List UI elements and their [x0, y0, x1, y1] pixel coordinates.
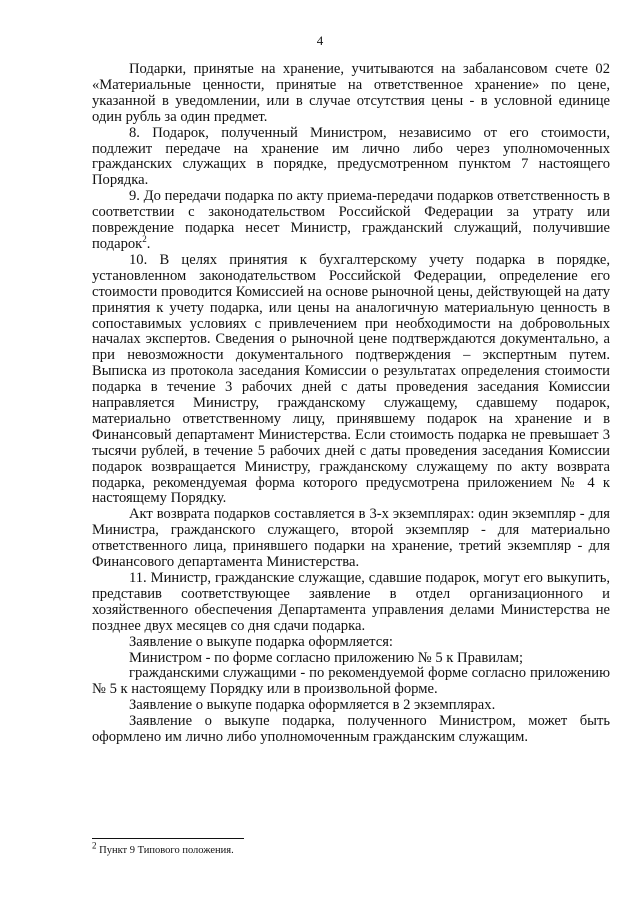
footnote: [92, 840, 234, 857]
document-body: [92, 62, 610, 746]
paragraph-9-text: 9. До передачи подарка по акту приема-передачи подарков ответственность в соответствии с законодательством Российской Федерации за утрату или повреждение подарка несет Министр, гражданский служащий, получившие подарок: [92, 188, 610, 252]
paragraph-9: [92, 189, 610, 253]
footnote-divider: [92, 838, 244, 839]
paragraph-return-act: Акт возврата подарков составляется в 3-х экземплярах: один экземпляр - для Министра, гражданского служащего, второй экземпляр - для материально ответственного лица, принявшего подарки на хранение, третий экземпляр - для Финансового департамента Министерства.: [92, 506, 610, 571]
paragraph-8: 8. Подарок, полученный Министром, независимо от его стоимости, подлежит передаче на хранение им лично либо через уполномоченных гражданских служащих в порядке, предусмотренном пунктом 7 настоящего Порядка.: [92, 124, 610, 189]
paragraph-gifts-accounting: Подарки, принятые на хранение, учитываются на забалансовом счете 02 «Материальные ценности, принятые на ответственное хранение» по цене, указанной в уведомлении, или в случае отсутствия цены - в условной единице один рубль за один предмет.: [92, 61, 610, 125]
paragraph-11: 11. Министр, гражданские служащие, сдавшие подарок, могут его выкупить, представив соответствующее заявление в отдел организационного и хозяйственного обеспечения Департамента управления делами Министерства не позднее двух месяцев со дня сдачи подарка.: [92, 570, 610, 634]
footnote-marker: 2: [92, 840, 97, 851]
paragraph-10: 10. В целях принятия к бухгалтерскому учету подарка в порядке, установленном законодательством Российской Федерации, определение его стоимости проводится Комиссией на основе рыночной цены, действующей на дату принятия к учету подарка, или цены на аналогичную материальную ценность в сопоставимых условиях с привлечением при необходимости на добровольных началах экспертов. Сведения о рыночной цене подтверждаются документально, а при невозможности документального подтверждения – экспертным путем. Выписка из протокола заседания Комиссии о результатах определения стоимости подарка в течение 3 рабочих дней с даты проведения заседания Комиссии направляется Министру, гражданскому служащему, сдавшему подарок, материально ответственному лицу, принявшему подарок на хранение и в Финансовый департамент Министерства. Если стоимость подарка не превышает 3 тысячи рублей, в течение 5 рабочих дней с даты проведения заседания Комиссии подарок возвращается Министру, гражданскому служащему по акту возврата подарка, рекомендуемая форма которого предусмотрена приложением № 4 к настоящему Порядку.: [92, 251, 610, 507]
paragraph-minister-form: Министром - по форме согласно приложению № 5 к Правилам;: [129, 649, 524, 666]
paragraph-application-form: Заявление о выкупе подарка оформляется:: [129, 633, 393, 650]
paragraph-two-copies: Заявление о выкупе подарка оформляется в 2 экземплярах.: [129, 697, 496, 714]
footnote-reference: 2: [142, 234, 147, 245]
paragraph-minister-application: Заявление о выкупе подарка, полученного Министром, может быть оформлено им лично либо уполномоченным гражданским служащим.: [92, 713, 610, 746]
paragraph-9-end: .: [146, 235, 151, 252]
page-number: 4: [316, 33, 324, 48]
paragraph-civil-servants-form: гражданскими служащими - по рекомендуемой форме согласно приложению № 5 к настоящему Порядку или в произвольной форме.: [92, 665, 610, 698]
footnote-text: Пункт 9 Типового положения.: [96, 845, 234, 856]
